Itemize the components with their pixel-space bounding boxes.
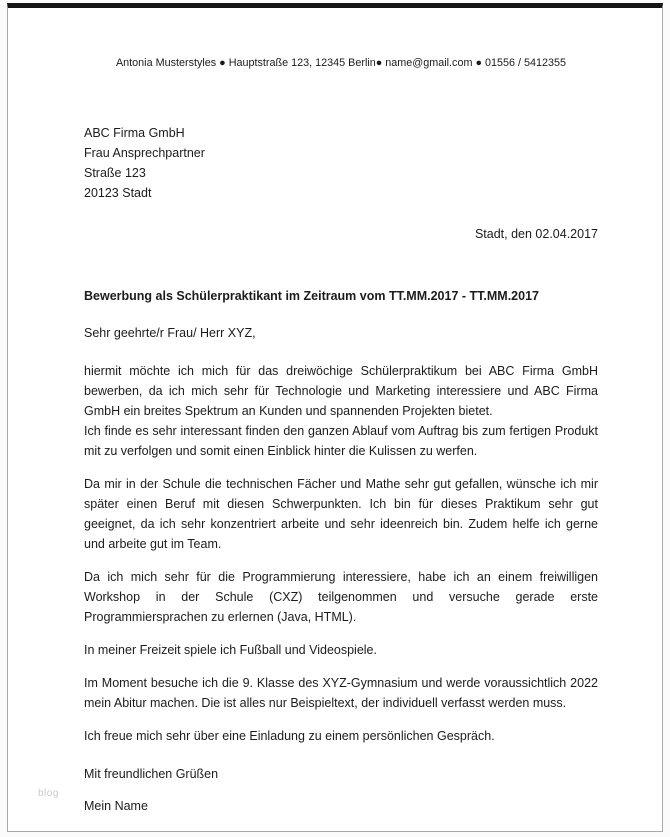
paragraph: Ich finde es sehr interessant finden den ganzen Ablauf vom Auftrag bis zum fertigen Produkt mit zu verfolgen und somit einen Einblick hinter die Kulissen zu werfen. — [84, 424, 598, 458]
paragraph: Da ich mich sehr für die Programmierung interessiere, habe ich an einem freiwilligen Workshop in der Schule (CXZ) teilgenommen und versuche gerade erste Programmiersprachen zu erlernen (Java, HTML). — [84, 570, 598, 624]
recipient-street: Straße 123 — [84, 166, 146, 180]
paragraph: In meiner Freizeit spiele ich Fußball und Videospiele. — [84, 643, 377, 657]
letter-content — [8, 8, 662, 816]
paragraph: Im Moment besuche ich die 9. Klasse des XYZ-Gymnasium und werde voraussichtlich 2022 mein Abitur machen. Die ist alles nur Beispieltext, der individuell verfasst werden muss. — [84, 676, 598, 710]
paragraph: hiermit möchte ich mich für das dreiwöchige Schülerpraktikum bei ABC Firma GmbH bewerben, da ich mich sehr für Technologie und Marketing interessiere und ABC Firma GmbH ein breites Spektrum an Kunden und spannenden Projekten bietet. — [84, 364, 598, 418]
sender-contact-line: Antonia Musterstyles ● Hauptstraße 123, 12345 Berlin● name@gmail.com ● 01556 / 5412355 — [115, 57, 567, 69]
recipient-address-block — [84, 123, 598, 203]
watermark-blog: blog — [38, 788, 59, 799]
date-line: Stadt, den 02.04.2017 — [474, 227, 598, 241]
signature-name: Mein Name — [84, 799, 148, 813]
recipient-company: ABC Firma GmbH — [84, 126, 185, 140]
recipient-contact-person: Frau Ansprechpartner — [84, 146, 205, 160]
closing-line: Mit freundlichen Grüßen — [84, 767, 219, 781]
recipient-city: 20123 Stadt — [84, 186, 152, 200]
subject-line: Bewerbung als Schülerpraktikant im Zeitraum vom TT.MM.2017 - TT.MM.2017 — [84, 289, 539, 303]
letter-body — [84, 361, 598, 746]
paragraph: Ich freue mich sehr über eine Einladung zu einem persönlichen Gespräch. — [84, 729, 495, 743]
paragraph: Da mir in der Schule die technischen Fächer und Mathe sehr gut gefallen, wünsche ich mir später einen Beruf mit diesen Schwerpunkten. Ich bin für dieses Praktikum sehr gut geeignet, da ich sehr konzentriert arbeite und sehr ideenreich bin. Zudem helfe ich gerne und arbeite gut im Team. — [84, 477, 598, 551]
letter-page — [7, 3, 663, 832]
salutation: Sehr geehrte/r Frau/ Herr XYZ, — [84, 326, 256, 340]
